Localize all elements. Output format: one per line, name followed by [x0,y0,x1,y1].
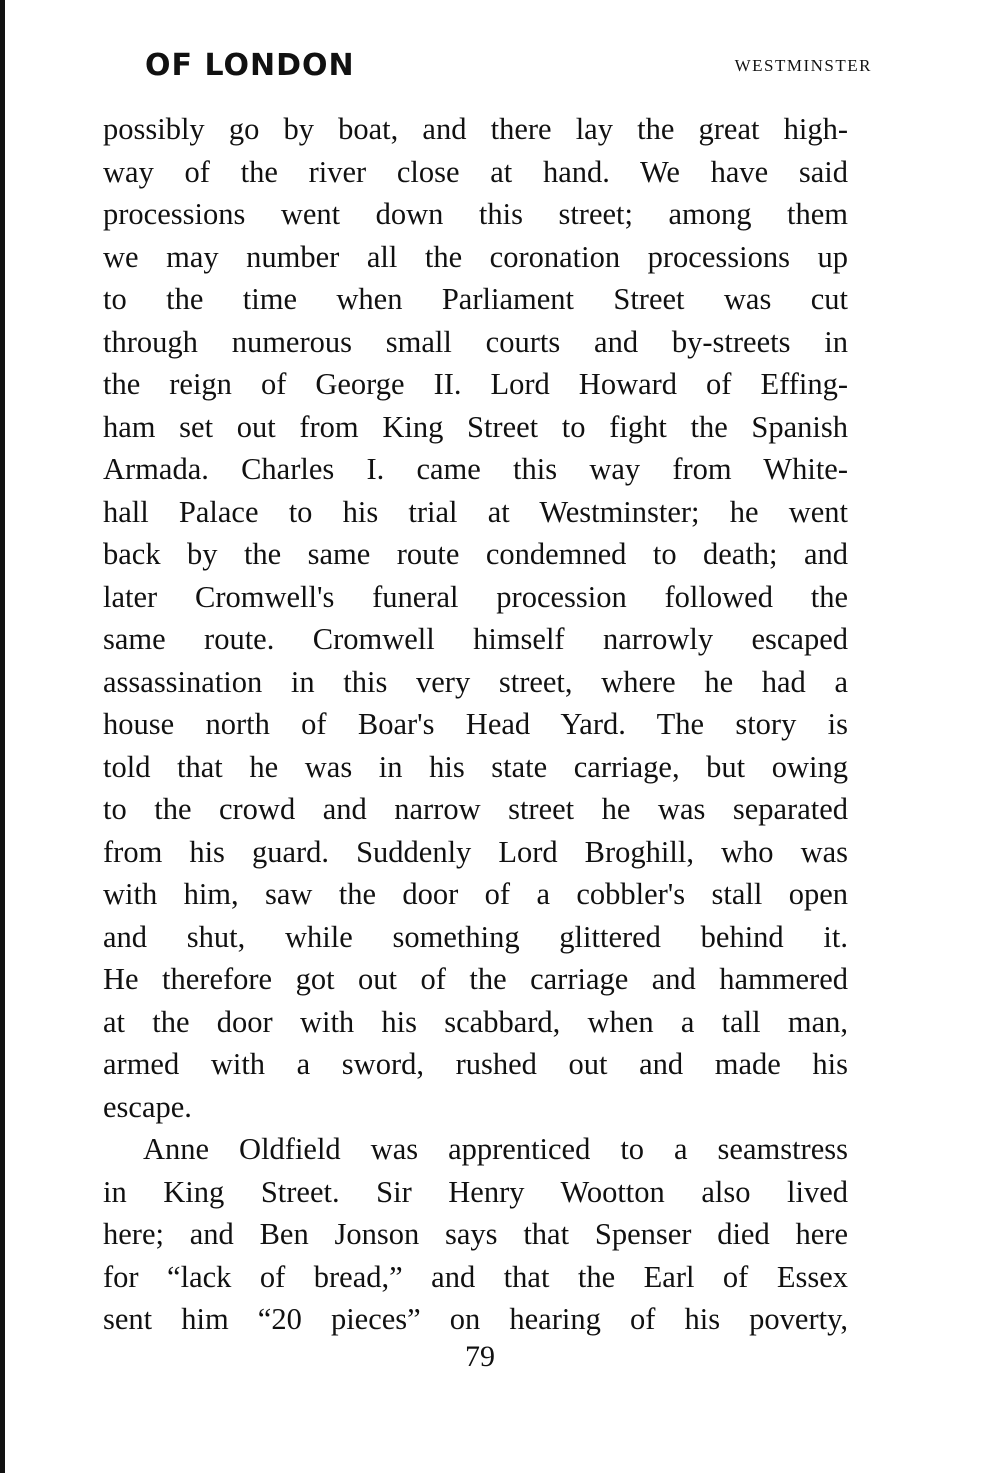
text-line: later Cromwell's funeral procession followed the [103,579,848,614]
text-line: hall Palace to his trial at Westminster; he went [103,494,848,529]
text-line: house north of Boar's Head Yard. The story is [103,707,848,741]
text-line: escape. [103,1089,192,1124]
text-line: to the time when Parliament Street was cut [103,282,848,316]
text-line: here; and Ben Jonson says that Spenser died here [103,1217,848,1251]
text-line: Anne Oldfield was apprenticed to a seamstress [143,1132,848,1166]
body-text [103,108,848,1341]
text-line: told that he was in his state carriage, but owing [103,749,848,784]
text-line: we may number all the coronation processions up [103,239,848,274]
text-line: way of the river close at hand. We have said [103,154,848,189]
text-line: sent him “20 pieces” on hearing of his poverty, [103,1302,848,1336]
text-line: for “lack of bread,” and that the Earl of Essex [103,1259,848,1294]
running-head-title: OF LONDON [145,48,355,83]
text-line: armed with a sword, rushed out and made his [103,1047,848,1081]
running-head-section: WESTMINSTER [734,56,872,75]
text-line: at the door with his scabbard, when a tall man, [103,1004,848,1039]
text-line: back by the same route condemned to death; and [103,537,848,571]
page-number: 79 [465,1340,495,1373]
running-head [145,46,872,86]
text-line: the reign of George II. Lord Howard of Effing- [103,367,848,401]
text-line: Armada. Charles I. came this way from White- [103,452,848,486]
text-line: and shut, while something glittered behind it. [103,919,848,954]
text-line: through numerous small courts and by-streets in [103,324,848,359]
text-line: from his guard. Suddenly Lord Broghill, who was [103,834,848,869]
text-line: processions went down this street; among them [103,197,848,231]
text-line: to the crowd and narrow street he was separated [103,792,848,826]
text-line: ham set out from King Street to fight the Spanish [103,409,848,444]
binding-edge [0,0,5,1473]
text-line: same route. Cromwell himself narrowly escaped [103,622,848,656]
text-line: assassination in this very street, where he had a [103,664,848,699]
text-line: possibly go by boat, and there lay the great high- [103,112,848,146]
text-line: in King Street. Sir Henry Wootton also lived [103,1174,848,1209]
text-line: with him, saw the door of a cobbler's stall open [103,877,848,911]
text-line: He therefore got out of the carriage and hammered [103,962,848,996]
